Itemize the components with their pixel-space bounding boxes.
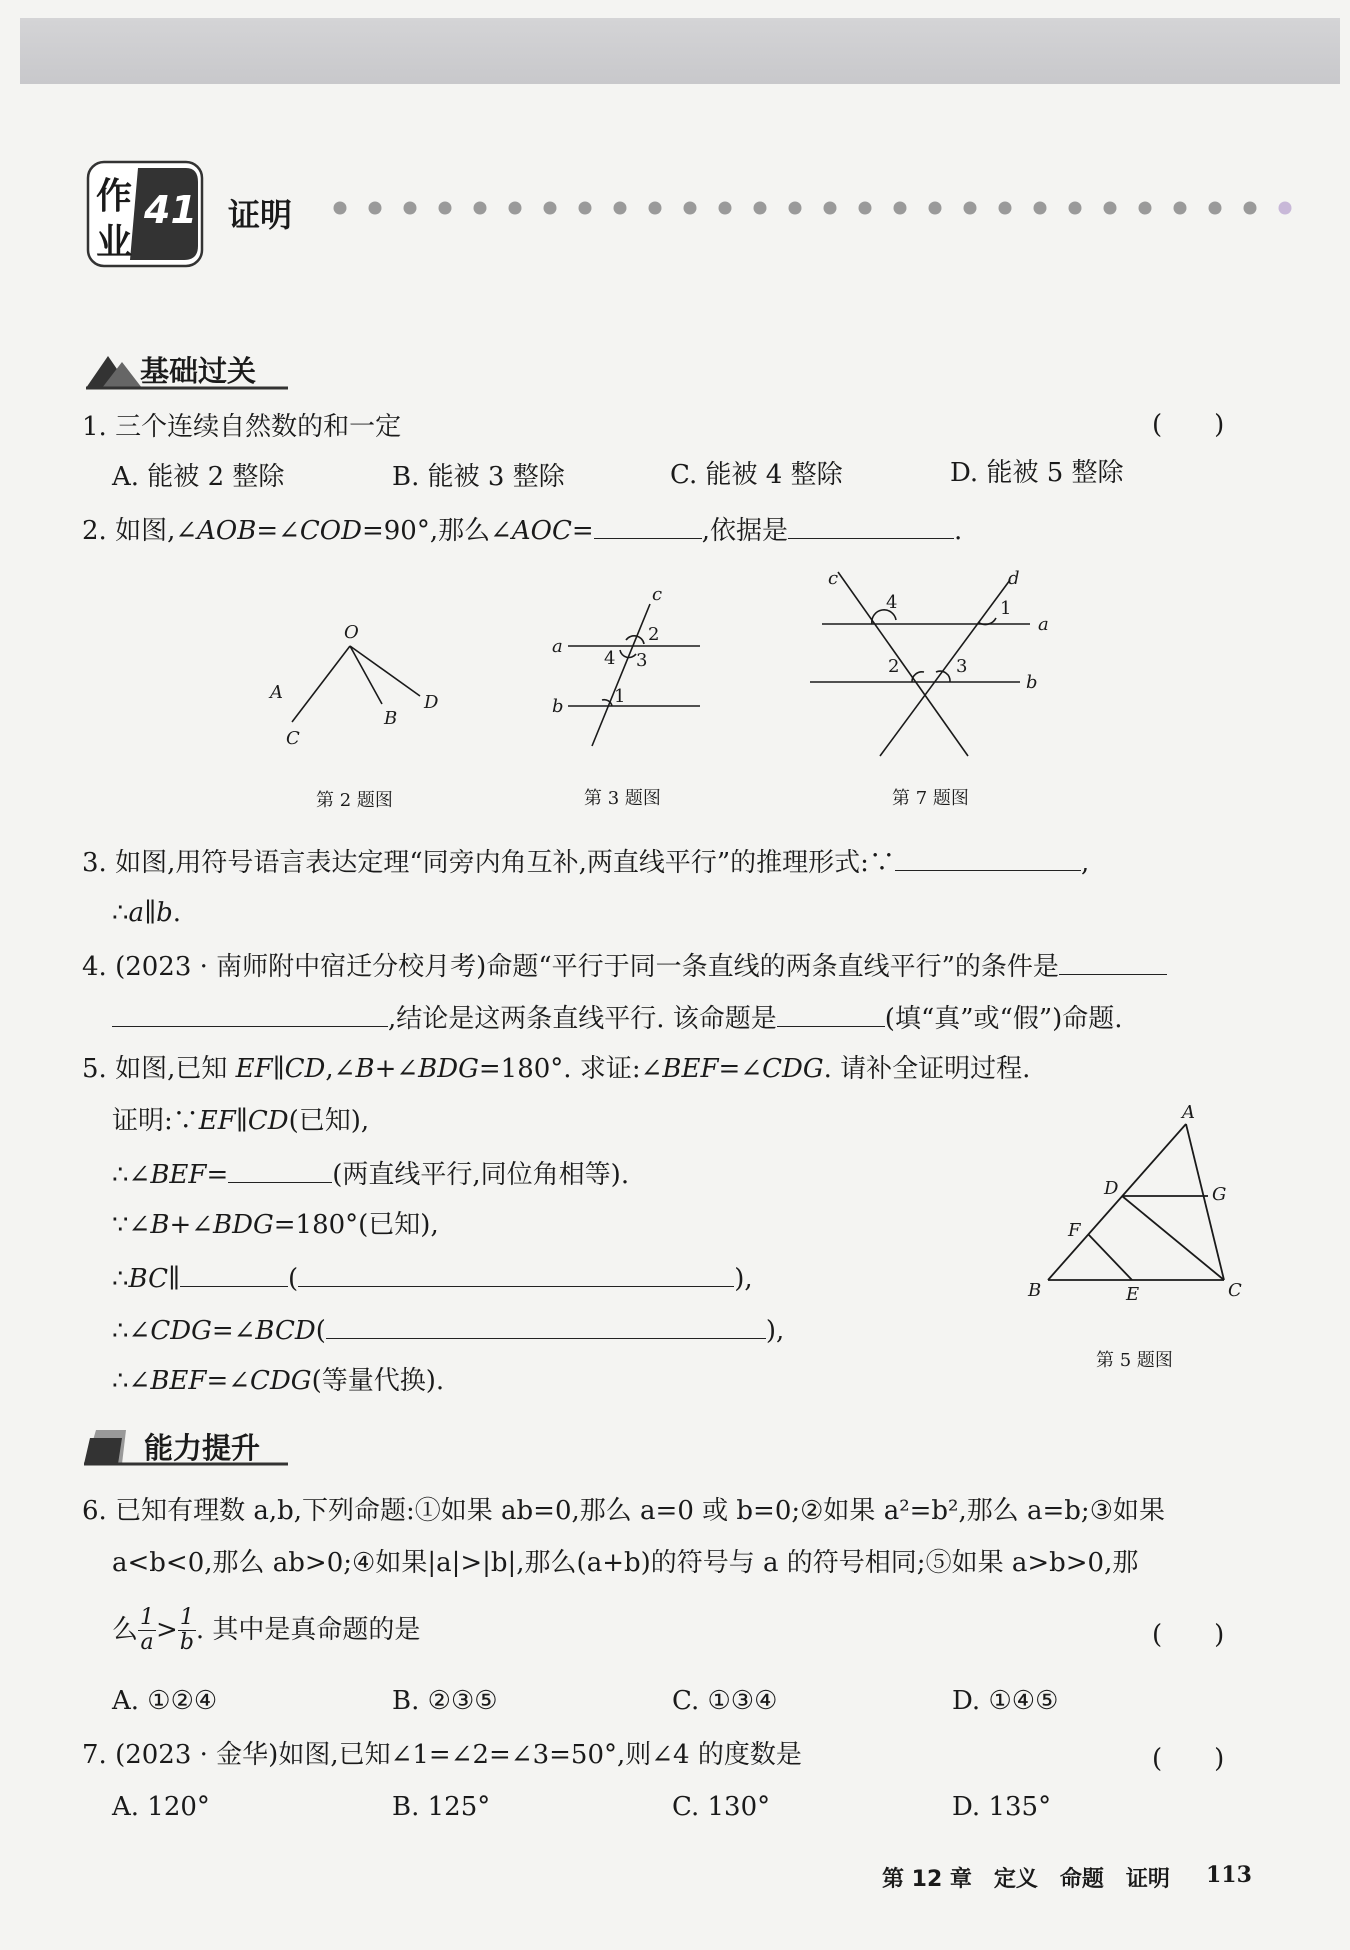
q5-l5c: =∠ [211,1316,256,1346]
title-dot [1139,202,1152,215]
q5-l6d: CDG [250,1366,312,1396]
q2-answer-blank-1[interactable] [594,514,702,539]
figure-5 [1018,1100,1258,1320]
badge-number: 41 [144,188,197,232]
title-dot [579,202,592,215]
title-dot [1174,202,1187,215]
q5-l4e: ), [734,1264,753,1294]
fig5-label-c: C [1228,1280,1242,1301]
fig3-label-3: 3 [636,650,648,671]
q6-l3c: . 其中是真命题的是 [195,1615,421,1645]
fig7-label-b: b [1026,672,1038,693]
title-dot [544,202,557,215]
q5-l3d: BDG [213,1210,274,1240]
q5-l1e: (已知), [288,1106,370,1136]
q5-l5f: ), [765,1316,785,1346]
question-7-option-c[interactable]: C. 130° [672,1792,771,1822]
q5-l6e: (等量代换). [311,1366,445,1396]
q4-text-2: ,结论是这两条直线平行. 该命题是 [388,1004,777,1034]
title-dot [859,202,872,215]
q5-l5b: CDG [150,1316,212,1346]
title-dot [964,202,977,215]
question-1-option-a[interactable]: A. 能被 2 整除 [112,462,285,492]
q5-l2c: = [206,1160,229,1190]
question-1-option-d[interactable]: D. 能被 5 整除 [950,458,1124,488]
question-7-option-b[interactable]: B. 125° [392,1792,491,1822]
question-6-line-3 [112,1600,420,1660]
q3-therefore: ∴ [112,898,129,928]
q5-t6: . 请补全证明过程. [823,1054,1031,1084]
fig5-label-a: A [1182,1102,1195,1123]
section-basic-heading [82,348,292,390]
q3-parallel: ∥ [144,898,157,928]
question-7-option-a[interactable]: A. 120° [112,1792,210,1822]
title-dot [1244,202,1257,215]
badge-top-char: 作 [96,176,133,217]
title-dot [369,202,382,215]
q4-text-1: 4. (2023 · 南师附中宿迁分校月考)命题“平行于同一条直线的两条直线平行”的条件是 [82,952,1059,982]
fig2-label-d: D [424,692,439,713]
homework-badge [86,160,204,268]
q5-blank-4[interactable] [326,1314,766,1339]
title-dot [439,202,452,215]
fig7-label-d: d [1008,568,1020,589]
q5-l4c: ∥ [168,1264,181,1294]
q5-v3: B [355,1054,375,1084]
title-dot [614,202,627,215]
figure-5-caption: 第 5 题图 [1096,1350,1173,1371]
q5-l3c: +∠ [169,1210,214,1240]
q5-l1a: 证明:∵ [112,1106,199,1136]
q2-text-3: =90°,那么∠ [361,516,512,546]
q5-t0: 5. 如图,已知 [82,1054,236,1084]
question-5-stem [82,1054,1030,1084]
question-2-stem [82,514,962,546]
q3-text-2: , [1080,848,1090,878]
title-dot [824,202,837,215]
q5-proof-line-1 [112,1106,369,1136]
q5-blank-2[interactable] [180,1262,288,1287]
title-dot [1279,202,1292,215]
title-dot-row [330,198,1320,218]
question-4-stem [82,950,1167,982]
q2-text-2: =∠ [256,516,300,546]
fig7-label-4: 4 [886,592,898,613]
title-dot [684,202,697,215]
fig3-label-a: a [552,636,563,657]
footer-chapter: 第 12 章 定义 命题 证明 [882,1867,1170,1892]
fig3-label-1: 1 [614,686,626,707]
q5-t3: +∠ [374,1054,419,1084]
badge-bottom-char: 业 [96,222,133,263]
question-6-answer-bracket[interactable]: ( ) [1152,1620,1225,1650]
q5-l6a: ∴∠ [112,1366,151,1396]
footer-page-number: 113 [1206,1862,1252,1888]
q6-fraction-1-over-b [178,1606,196,1655]
q5-proof-line-6 [112,1366,444,1396]
q5-v5: BEF [662,1054,719,1084]
q3-answer-blank[interactable] [895,846,1081,871]
title-dot [929,202,942,215]
q5-l1c: ∥ [235,1106,248,1136]
top-gray-band [20,18,1340,84]
q5-l1d: CD [247,1106,289,1136]
fig3-label-c: c [652,584,663,605]
q6-frac2-num: 1 [178,1606,196,1631]
q4-text-3: (填“真”或“假”)命题. [884,1004,1123,1034]
question-3-conclusion [112,898,181,928]
q2-answer-blank-2[interactable] [788,514,954,539]
question-1-stem: 1. 三个连续自然数的和一定 [82,412,402,442]
fig5-label-d: D [1104,1178,1119,1199]
question-6-option-b[interactable]: B. ②③⑤ [392,1686,498,1716]
question-1-option-c[interactable]: C. 能被 4 整除 [670,460,843,490]
question-3-stem [82,846,1089,878]
figure-3 [540,584,720,754]
q5-l5a: ∴∠ [112,1316,151,1346]
fig3-label-b: b [552,696,564,717]
q6-frac2-den: b [179,1629,194,1655]
fig3-label-2: 2 [648,624,660,645]
q2-text-6: . [953,516,963,546]
q5-l2a: ∴∠ [112,1160,151,1190]
title-dot [1034,202,1047,215]
q5-l4a: ∴ [112,1264,129,1294]
fig7-label-a: a [1038,614,1049,635]
q5-t4: =180°. 求证:∠ [478,1054,663,1084]
q5-l4b: BC [128,1264,169,1294]
question-7-answer-bracket[interactable]: ( ) [1152,1744,1225,1774]
fig3-label-4: 4 [604,648,616,669]
fig7-label-3: 3 [956,656,968,677]
q5-l2b: BEF [150,1160,207,1190]
q5-l4d: ( [288,1264,299,1294]
title-dot [999,202,1012,215]
question-6-option-a[interactable]: A. ①②④ [112,1686,218,1716]
title-dot [334,202,347,215]
figure-3-caption: 第 3 题图 [584,788,661,809]
fig2-label-o: O [344,622,359,643]
q4-answer-blank-1b[interactable] [112,1002,388,1027]
q6-l3b: > [156,1615,178,1645]
q2-var-3: AOC [511,516,572,546]
q6-frac1-num: 1 [140,1604,155,1630]
q5-v1: EF [235,1054,273,1084]
fig2-label-a: A [270,682,283,703]
section-advanced-title: 能力提升 [144,1431,261,1465]
question-1-answer-bracket[interactable]: ( ) [1152,410,1225,440]
title-dot [894,202,907,215]
page-title: 证明 [228,196,293,234]
q4-answer-blank-2[interactable] [777,1002,885,1027]
title-dot [474,202,487,215]
q2-text-5: ,依据是 [701,516,788,546]
question-6-line-1: 6. 已知有理数 a,b,下列命题:①如果 ab=0,那么 a=0 或 b=0;②如果 a²=b²,那么 a=b;③如果 [82,1496,1165,1526]
q5-blank-1[interactable] [228,1158,332,1183]
q5-proof-line-4 [112,1262,753,1294]
q5-l5e: ( [315,1316,326,1346]
question-1-option-b[interactable]: B. 能被 3 整除 [392,462,565,492]
figure-2-caption: 第 2 题图 [316,790,393,811]
title-dot [719,202,732,215]
title-dot [649,202,662,215]
q2-var-1: AOB [197,516,257,546]
q5-l1b: EF [198,1106,236,1136]
q2-text-4: = [571,516,594,546]
q5-proof-line-5 [112,1314,784,1346]
fig2-label-c: C [286,728,300,749]
section-advanced-heading [82,1424,292,1468]
title-dot [1069,202,1082,215]
fig5-label-e: E [1126,1284,1140,1305]
fig5-label-g: G [1212,1184,1227,1205]
fig7-label-c: c [828,568,839,589]
q5-l6c: =∠ [206,1366,251,1396]
q3-text-1: 3. 如图,用符号语言表达定理“同旁内角互补,两直线平行”的推理形式:∵ [82,848,895,878]
q5-blank-3[interactable] [298,1262,734,1287]
fig7-label-2: 2 [888,656,900,677]
title-dot [509,202,522,215]
q5-l6b: BEF [150,1366,207,1396]
q5-t2: ,∠ [325,1054,356,1084]
figure-2 [250,620,470,760]
q5-l3b: B [150,1210,170,1240]
q2-var-2: COD [299,516,362,546]
section-basic-title: 基础过关 [140,354,257,388]
q5-l3e: =180°(已知), [273,1210,439,1240]
q5-proof-line-2 [112,1158,629,1190]
q3-var-b: b [156,898,173,928]
figure-7-caption: 第 7 题图 [892,788,969,809]
q3-period: . [172,898,181,928]
fig5-label-f: F [1068,1220,1081,1241]
title-dot [1104,202,1117,215]
q6-frac1-den: a [140,1629,154,1655]
title-dot [404,202,417,215]
title-dot [789,202,802,215]
question-7-option-d[interactable]: D. 135° [952,1792,1052,1822]
q5-v4: BDG [418,1054,479,1084]
fig7-label-1: 1 [1000,598,1012,619]
title-dot [754,202,767,215]
figure-7 [800,560,1060,760]
q5-l3a: ∵∠ [112,1210,151,1240]
question-7-stem: 7. (2023 · 金华)如图,已知∠1=∠2=∠3=50°,则∠4 的度数是 [82,1740,802,1770]
q5-proof-line-3 [112,1210,439,1240]
q5-v6: CDG [762,1054,824,1084]
title-dot [1209,202,1222,215]
question-6-line-2: a<b<0,那么 ab>0;④如果|a|>|b|,那么(a+b)的符号与 a 的符号相同;⑤如果 a>b>0,那 [112,1548,1139,1578]
q5-l5d: BCD [255,1316,316,1346]
q4-answer-blank-1a[interactable] [1059,950,1167,975]
q2-text-1: 2. 如图,∠ [82,516,198,546]
fig5-label-b: B [1028,1280,1042,1301]
q3-var-a: a [128,898,145,928]
q5-l2d: (两直线平行,同位角相等). [332,1160,630,1190]
q6-l3a: 么 [112,1615,139,1645]
question-4-line-2 [112,1002,1123,1034]
q5-t1: ∥ [272,1054,285,1084]
q5-t5: =∠ [718,1054,763,1084]
question-6-option-c[interactable]: C. ①③④ [672,1686,778,1716]
fig2-label-b: B [384,708,398,729]
q5-v2: CD [284,1054,326,1084]
q6-fraction-1-over-a [138,1606,156,1655]
question-6-option-d[interactable]: D. ①④⑤ [952,1686,1059,1716]
